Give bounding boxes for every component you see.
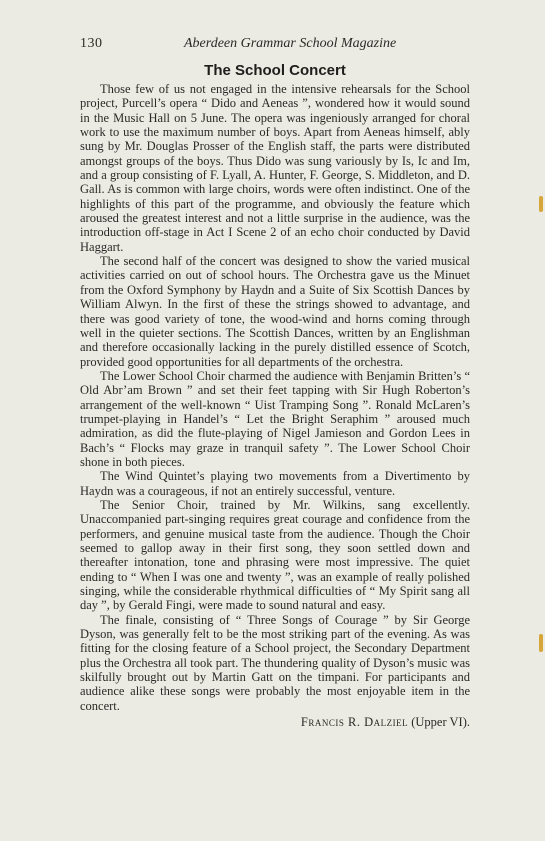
author-name: Francis R. Dalziel: [300, 715, 409, 730]
paragraph-finale: The finale, consisting of “ Three Songs of Courage ” by Sir George Dyson, was generally felt to be the most striking part of the evening. As was fitting for the closing feature of a School project, the Secondary Department plus the Orchestra all took part. The thundering quality of Dyson’s music was skilfully brought out by Martin Gatt on the timpani. For participants and audience alike these songs were probably the most enjoyable item in the concert.: [80, 612, 470, 713]
margin-mark: [539, 634, 543, 652]
article-signature: [80, 715, 470, 729]
author-class: (Upper VI).: [411, 715, 470, 730]
article-title: The School Concert: [204, 62, 346, 79]
page-header: [80, 36, 470, 56]
article-body: [80, 82, 470, 729]
paragraph-lower-school-choir: The Lower School Choir charmed the audience with Benjamin Britten’s “ Old Abr’am Brown ” and set their feet tapping with Sir Hugh Roberton’s arrangement of the well-known “ Uist Tramping Song ”. Ronald McLaren’s trumpet-playing in Handel’s “ Let the Bright Seraphim ” aroused much admiration, as did the flute-playing of Nigel Jamieson and Gordon Lees in Bach’s “ Flocks may graze in tranquil safety ”. The Lower School Choir shone in both pieces.: [80, 368, 470, 469]
running-head: Aberdeen Grammar School Magazine: [184, 36, 397, 51]
paragraph-senior-choir: The Senior Choir, trained by Mr. Wilkins, sang excellently. Unaccompanied part-singing requires great courage and confidence from the performers, and genuine musical taste from the audience. Though the Choir seemed to gallop away in their first song, they soon settled down and thereafter intonation, tone and phrasing were most impressive. The quiet ending to “ When I was one and twenty ”, was an example of really polished singing, while the considerable rhythmical difficulties of “ My Spirit sang all day ”, by Gerald Fingi, were made to sound natural and easy.: [80, 497, 470, 613]
paragraph-opera: Those few of us not engaged in the intensive rehearsals for the School project, Purcell’s opera “ Dido and Aeneas ”, wondered how it would sound in the Music Hall on 5 June. The opera was ingeniously arranged for choral work to use the maximum number of boys. Apart from Aeneas himself, ably sung by Mr. Douglas Prosser of the English staff, the parts were distributed amongst groups of the boys. Thus Dido was sung variously by Is, Ic and Im, and a group consisting of F. Lyall, A. Hunter, F. George, S. Middleton, and D. Gall. As is common with large choirs, words were often indistinct. One of the highlights of this part of the programme, and obviously the feature which aroused the greatest interest and not a little surprise in the audience, was the introduction off-stage in Act I Scene 2 of an echo choir conducted by David Haggart.: [80, 82, 470, 254]
paragraph-wind-quintet: The Wind Quintet’s playing two movements from a Divertimento by Haydn was a courageous, if not an entirely successful, venture.: [80, 469, 470, 498]
paragraph-second-half: The second half of the concert was designed to show the varied musical activities carried on out of school hours. The Orchestra gave us the Minuet from the Oxford Symphony by Haydn and a Suite of Six Scottish Dances by William Alwyn. In the first of these the strings showed to advantage, and there was good variety of tone, the wood-wind and horns coming through well in the quieter sections. The Scottish Dances, written by an Englishman and therefore occasionally lacking in the purely distilled essence of Scotch, provided good opportunities for all departments of the orchestra.: [80, 254, 470, 369]
margin-mark: [539, 196, 543, 212]
page-number: 130: [80, 36, 103, 51]
